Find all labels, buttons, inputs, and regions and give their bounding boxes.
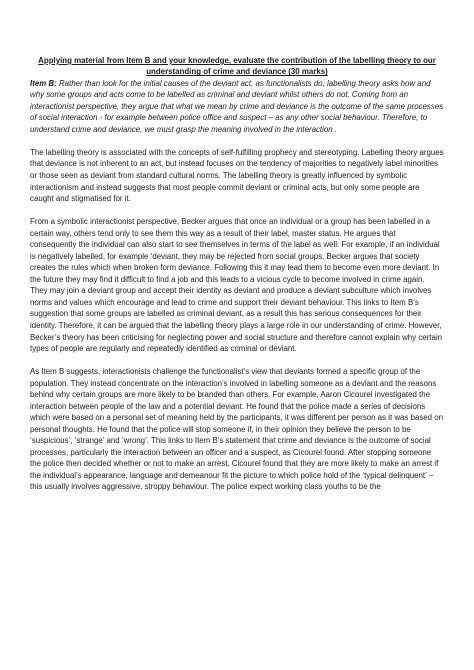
item-b-label: Item B: (30, 78, 57, 88)
item-b-extract (30, 78, 444, 136)
paragraph-1: The labelling theory is associated with the concepts of self-fulfilling prophecy and stereotyping. Labelling theory argues that deviance is not inherent to an act, but instead focuses on the tendency of majorities to negatively label minorities or those seen as deviant from standard cultural norms. The labelling theory is greatly influenced by symbolic interactionism and instead suggests that most people commit deviant or criminal acts, but only some people are caught and stigmatised for it. (30, 147, 444, 204)
paragraph-3: As Item B suggests, interactionists challenge the functionalist’s view that deviants formed a specific group of the population. They instead concentrate on the interaction’s involved in labelling someone as a deviant and the reasons behind why certain groups are more likely to be branded than others. For example, Aaron Cicourel investigated the interaction between people of the law and a potential deviant. He found that the police made a series of decisions which were based on a personal set of meaning held by the participants, it was different per person as it was based on personal thoughts. He found that the police will stop someone if, in their opinion they believe the person to be ‘suspicious’, ‘strange’ and ‘wrong’. This links to Item B’s statement that crime and deviance is the outcome of social processes, particularly the interaction between an officer and a suspect, as Cicourel found. After stopping someone the police then decided whether or not to make an arrest, Cicourel found that they are more likely to make an arrest if the individual’s appearance, language and demeanour fit the picture to which police hold of the ‘typical delinquent’ – this usually involves aggressive, stroppy behaviour. The police expect working class youths to be the (30, 367, 444, 492)
essay-title: Applying material from Item B and your knowledge, evaluate the contribution of the labelling theory to our understanding of crime and deviance (30 marks) (38, 56, 436, 77)
item-b-text: Rather than look for the initial causes of the deviant act, as functionalists do, labelling theory asks how and why some groups and acts come to be labelled as criminal and deviant whilst others do not. Coming from an interactionist perspective, they argue that what we mean by crime and deviance is the outcome of the same processes of social interaction - for example between police office and suspect – as any other social behaviour. Therefore, to understand crime and deviance, we must grasp the meaning involved in the interaction . (30, 78, 444, 134)
paragraph-2: From a symbolic interactionist perspective, Becker argues that once an individual or a group has been labelled in a certain way, others tend only to see them this way as a result of their label, master status. He argues that consequently the individual can also start to see themselves in terms of the label as well. For example, if an individual is negatively labelled, for example ‘deviant, they may be rejected from social groups, Becker argues that society creates the rules which when broken form deviance. Following this it may lead them to become even more deviant. In the future they may find it difficult to find a job and this leads to a vicious cycle to become involved in crime again. They may join a deviant group and accept their identity as deviant and produce a deviant subculture which involves norms and values which encourage and lead to crime and support their deviant behaviour. This links to Item B’s suggestion that some groups are labelled as criminal deviant, as a result this has serious consequences for their identity. Therefore, it can be argued that the labelling theory plays a large role in our understanding of crime. However, Becker’s theory has been criticising for neglecting power and social structure and therefore cannot explain why certain types of people are regularly and repeatedly identified as criminal or deviant. (30, 217, 443, 354)
